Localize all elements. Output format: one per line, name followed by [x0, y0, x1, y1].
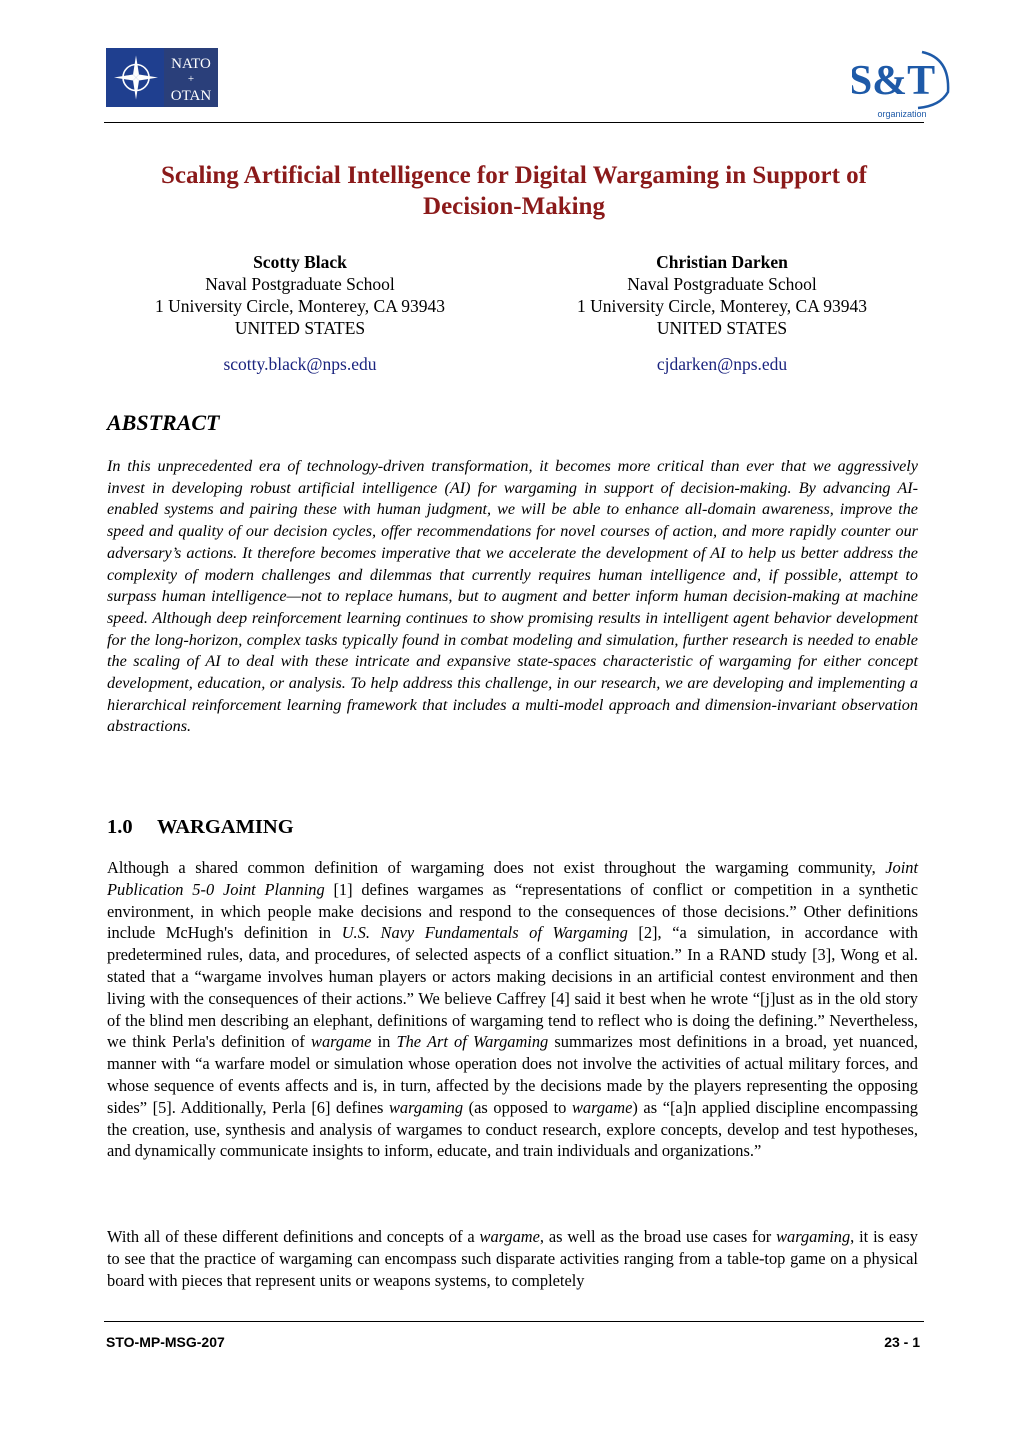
text-run: (as opposed to	[463, 1097, 572, 1117]
paper-title	[104, 160, 924, 222]
st-logo-text: S&T	[852, 58, 936, 104]
section-number: 1.0	[107, 816, 133, 838]
italic-term: wargaming	[776, 1227, 851, 1246]
author-name: Christian Darken	[656, 252, 788, 272]
author-address: 1 University Circle, Monterey, CA 93943	[576, 296, 867, 316]
page-number: 23 - 1	[884, 1334, 920, 1350]
author-email-link[interactable]: scotty.black@nps.edu	[223, 354, 377, 374]
italic-term: wargame	[571, 1097, 633, 1117]
otan-logo-text: OTAN	[170, 88, 212, 104]
author-email-link[interactable]: cjdarken@nps.edu	[656, 354, 788, 374]
footer-divider	[104, 1321, 924, 1322]
author-address: 1 University Circle, Monterey, CA 93943	[154, 296, 445, 316]
section-title: WARGAMING	[157, 816, 294, 838]
text-run: , as well as the broad use cases for	[539, 1227, 777, 1246]
nato-logo-text: NATO	[171, 56, 211, 72]
body-paragraph-2	[107, 1226, 918, 1291]
author-country: UNITED STATES	[656, 318, 788, 338]
abstract-body: In this unprecedented era of technology-driven transformation, it becomes more critical than ever that we aggressively invest in developing robust artificial intelligence (AI) for wargaming in support of decision-making. By advancing AI-enabled systems and pairing these with human judgment, we will be able to enhance all-domain awareness, improve the speed and quality of our decision cycles, offer recommendations for novel courses of action, and more rapidly counter our adversary’s actions. It therefore becomes imperative that we accelerate the development of AI to help us better address the complexity of modern challenges and dilemmas that currently requires human intelligence and, if possible, attempt to surpass human intelligence—not to replace humans, but to augment and better inform human decision-making at machine speed. Although deep reinforcement learning continues to show promising results in intelligent agent behavior development for the long-horizon, complex tasks typically found in combat modeling and simulation, further research is needed to enable the scaling of AI to deal with these intricate and expansive state-spaces characteristic of wargaming for either concept development, education, or analysis. To help address this challenge, in our research, we are developing and implementing a hierarchical reinforcement learning framework that includes a multi-model approach and dimension-invariant observation abstractions.	[107, 457, 918, 736]
text-run: summarizes most definitions in a broad, yet nuanced, manner with “a warfare model or simulation whose operation does not involve the activities of actual military forces, and whose sequence of events affects and is, in turn, affected by the decisions made by the players representing the opposing sides” [5]. Additionally, Perla [6] defines	[107, 1032, 919, 1117]
text-run: [1] defines wargames as “representations of conflict or competition in a synthetic environment, in which people make decisions and respond to the consequences of those decisions.” Other definitions include McHugh's definition in	[107, 879, 918, 943]
header-divider	[104, 122, 924, 123]
body-paragraph-1	[107, 857, 918, 1162]
italic-term: wargame	[479, 1227, 540, 1246]
st-organization-logo	[852, 46, 952, 120]
author-affiliation: Naval Postgraduate School	[205, 274, 395, 294]
italic-term: wargaming	[388, 1097, 464, 1117]
author-block-1	[90, 251, 510, 375]
section-heading	[107, 816, 294, 839]
nato-logo-plus: +	[187, 73, 195, 85]
title-line-1: Scaling Artificial Intelligence for Digital Wargaming in Support of	[160, 162, 868, 189]
italic-term: wargame	[311, 1032, 372, 1052]
text-run: , it is easy to see that the practice of wargaming can encompass such disparate activities ranging from a table-top game on a physical board with pieces that represent units or weapons systems, to completely	[107, 1227, 918, 1290]
text-run: Although a shared common definition of wargaming does not exist throughout the wargaming community,	[107, 858, 886, 877]
st-logo-subtext: organization	[877, 109, 927, 119]
text-run: ) as “[a]n applied discipline encompassing the creation, use, synthesis and analysis of wargames to conduct research, explore concepts, develop and test hypotheses, and dynamically communicate insights to inform, educate, and train individuals and organizations.”	[107, 1097, 918, 1161]
italic-reference: U.S. Navy Fundamentals of Wargaming	[341, 923, 628, 943]
document-id: STO-MP-MSG-207	[106, 1334, 225, 1350]
author-affiliation: Naval Postgraduate School	[627, 274, 817, 294]
author-block-2	[512, 251, 932, 375]
text-run: in	[371, 1032, 397, 1052]
author-country: UNITED STATES	[234, 318, 366, 338]
italic-reference: Joint Publication 5-0 Joint Planning	[107, 858, 918, 899]
text-run: With all of these different definitions and concepts of a	[107, 1227, 480, 1246]
nato-otan-logo	[106, 48, 218, 107]
italic-reference: The Art of Wargaming	[396, 1032, 549, 1052]
text-run: [2], “a simulation, in accordance with predetermined rules, data, and procedures, of selected aspects of a conflict situation.” In a RAND study [3], Wong et al. stated that a “wargame involves human players or actors making decisions in an artificial contest environment and then living with the consequences of their actions.” We believe Caffrey [4] said it best when he wrote “[j]ust as in the old story of the blind men describing an elephant, definitions of wargaming tend to reflect who is doing the defining.” Nevertheless, we think Perla's definition of	[107, 923, 918, 1052]
title-line-2: Decision-Making	[423, 193, 605, 220]
author-name: Scotty Black	[253, 252, 347, 272]
abstract-heading: ABSTRACT	[107, 410, 220, 435]
